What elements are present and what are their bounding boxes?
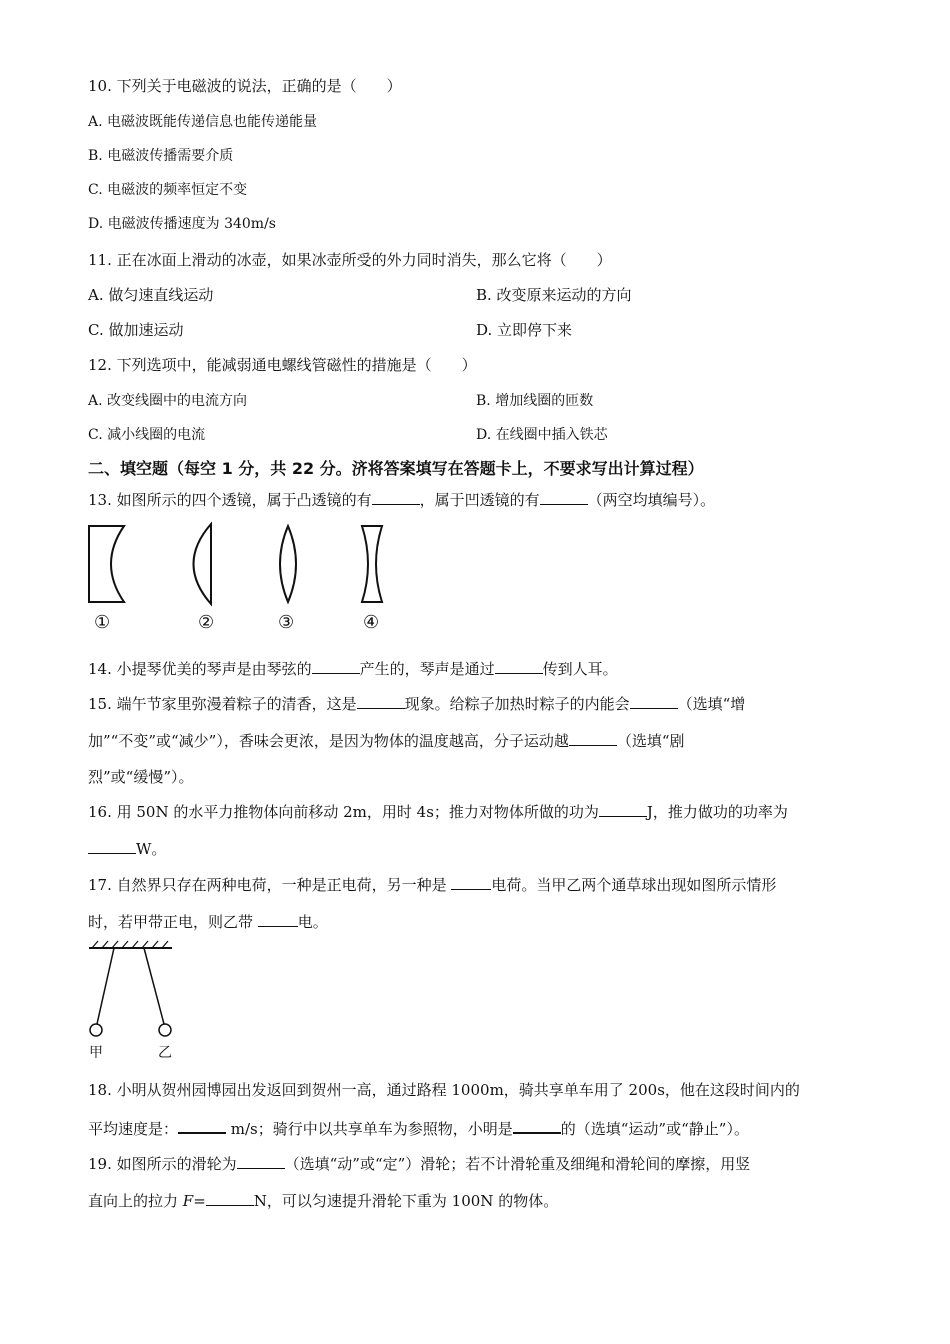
q19-blank-1[interactable]	[237, 1154, 285, 1169]
q14-blank-1[interactable]	[312, 659, 360, 674]
q16-part3: W。	[136, 840, 167, 858]
ball-b-label: 乙	[158, 1045, 172, 1061]
q10-option-d: D. 电磁波传播速度为 340m/s	[88, 216, 276, 232]
q10-option-c: C. 电磁波的频率恒定不变	[88, 182, 248, 198]
lens-label-2: ②	[198, 612, 215, 633]
q19-line1	[88, 1154, 750, 1174]
q15-part1: 15. 端午节家里弥漫着粽子的清香，这是	[88, 695, 357, 713]
q13-blank-2[interactable]	[540, 490, 588, 505]
q15-part3: （选填“增	[677, 695, 746, 713]
q15-part4: 加”“不变”或“减少”），香味会更浓，是因为物体的温度越高，分子运动越	[88, 732, 569, 750]
q14-part3: 传到人耳。	[542, 660, 618, 678]
q19-line2	[88, 1191, 558, 1211]
q18-part2: m/s；骑行中以共享单车为参照物，小明是	[226, 1120, 513, 1138]
q18-line2	[88, 1118, 749, 1139]
q17-line1	[88, 875, 776, 895]
q18-blank-1[interactable]	[178, 1118, 226, 1134]
q11-option-c: C. 做加速运动	[88, 321, 184, 339]
q13-part3: （两空均填编号）。	[587, 491, 716, 509]
q11-option-a: A. 做匀速直线运动	[88, 286, 214, 304]
q18-part3: 的（选填“运动”或“静止”）。	[560, 1120, 749, 1138]
q12-option-b: B. 增加线圈的匝数	[476, 393, 594, 409]
lens-3-biconvex	[280, 526, 296, 602]
q18-blank-2[interactable]	[513, 1118, 561, 1134]
q10-option-b: B. 电磁波传播需要介质	[88, 148, 234, 164]
q17-part1: 17. 自然界只存在两种电荷，一种是正电荷，另一种是	[88, 876, 452, 894]
lens-label-3: ③	[278, 612, 295, 633]
q11-stem: 11. 正在冰面上滑动的冰壶，如果冰壶所受的外力同时消失，那么它将（ ）	[88, 251, 612, 269]
q14-blank-2[interactable]	[495, 659, 543, 674]
q11-option-d: D. 立即停下来	[476, 321, 573, 339]
q12-option-d: D. 在线圈中插入铁芯	[476, 427, 608, 443]
q12-option-c: C. 减小线圈的电流	[88, 427, 206, 443]
q19-part1: 19. 如图所示的滑轮为	[88, 1155, 237, 1173]
q15-blank-3[interactable]	[569, 731, 617, 746]
q13-text	[88, 490, 715, 510]
q15-line3: 烈”或“缓慢”）。	[88, 768, 194, 786]
q15-part5: （选填“剧	[616, 732, 685, 750]
ball-a	[90, 1024, 102, 1036]
q14-text	[88, 659, 618, 679]
q15-line2	[88, 731, 685, 751]
q16-blank-1[interactable]	[599, 802, 647, 817]
q17-blank-1[interactable]	[451, 875, 491, 890]
q10-stem: 10. 下列关于电磁波的说法，正确的是（ ）	[88, 77, 402, 95]
q17-part2: 电荷。当甲乙两个通草球出现如图所示情形	[491, 876, 777, 894]
q12-stem: 12. 下列选项中，能减弱通电螺线管磁性的措施是（ ）	[88, 356, 477, 374]
q16-blank-2[interactable]	[88, 839, 136, 854]
q13-part1: 13. 如图所示的四个透镜，属于凸透镜的有	[88, 491, 372, 509]
q11-option-b: B. 改变原来运动的方向	[476, 286, 632, 304]
q19-blank-2[interactable]	[206, 1191, 254, 1206]
q13-part2: ，属于凹透镜的有	[419, 491, 540, 509]
ball-a-label: 甲	[89, 1045, 103, 1061]
lens-4-biconcave	[362, 526, 382, 602]
thread-a	[97, 948, 114, 1024]
q17-part4: 电。	[297, 913, 328, 931]
q13-blank-1[interactable]	[372, 490, 420, 505]
q16-line2	[88, 839, 166, 859]
q19-part4: N，可以匀速提升滑轮下重为 100N 的物体。	[253, 1192, 559, 1210]
q19-force-symbol: F	[182, 1192, 194, 1210]
ball-b	[159, 1024, 171, 1036]
lens-figure	[80, 518, 410, 613]
q17-line2	[88, 912, 328, 932]
q16-line1	[88, 802, 788, 822]
q14-part2: 产生的，琴声是通过	[359, 660, 495, 678]
q14-part1: 14. 小提琴优美的琴声是由琴弦的	[88, 660, 312, 678]
thread-b	[144, 948, 164, 1024]
q17-blank-2[interactable]	[258, 912, 298, 927]
lens-1-concave-convex	[89, 526, 124, 602]
q12-option-a: A. 改变线圈中的电流方向	[88, 393, 248, 409]
q19-equals: =	[193, 1192, 206, 1210]
q18-line1: 18. 小明从贺州园博园出发返回到贺州一高，通过路程 1000m，骑共享单车用了 200s，他在这段时间内的	[88, 1081, 800, 1099]
pith-ball-figure	[84, 938, 184, 1038]
q15-blank-1[interactable]	[357, 694, 405, 709]
q15-blank-2[interactable]	[630, 694, 678, 709]
q16-part2: J，推力做功的功率为	[646, 803, 788, 821]
q19-part3: 直向上的拉力	[88, 1192, 183, 1210]
q15-part2: 现象。给粽子加热时粽子的内能会	[404, 695, 630, 713]
section-heading: 二、填空题（每空 1 分，共 22 分。济将答案填写在答题卡上，不要求写出计算过程）	[88, 459, 704, 478]
hatch-marks	[92, 941, 168, 948]
lens-label-4: ④	[363, 612, 380, 633]
q10-option-a: A. 电磁波既能传递信息也能传递能量	[88, 114, 318, 130]
lens-2-plano-convex	[194, 524, 212, 604]
q17-part3: 时，若甲带正电，则乙带	[88, 913, 258, 931]
q18-part1: 平均速度是：	[88, 1120, 179, 1138]
lens-label-1: ①	[94, 612, 111, 633]
q19-part2: （选填“动”或“定”）滑轮；若不计滑轮重及细绳和滑轮间的摩擦，用竖	[284, 1155, 751, 1173]
q16-part1: 16. 用 50N 的水平力推物体向前移动 2m，用时 4s；推力对物体所做的功为	[88, 803, 599, 821]
q15-line1	[88, 694, 745, 714]
